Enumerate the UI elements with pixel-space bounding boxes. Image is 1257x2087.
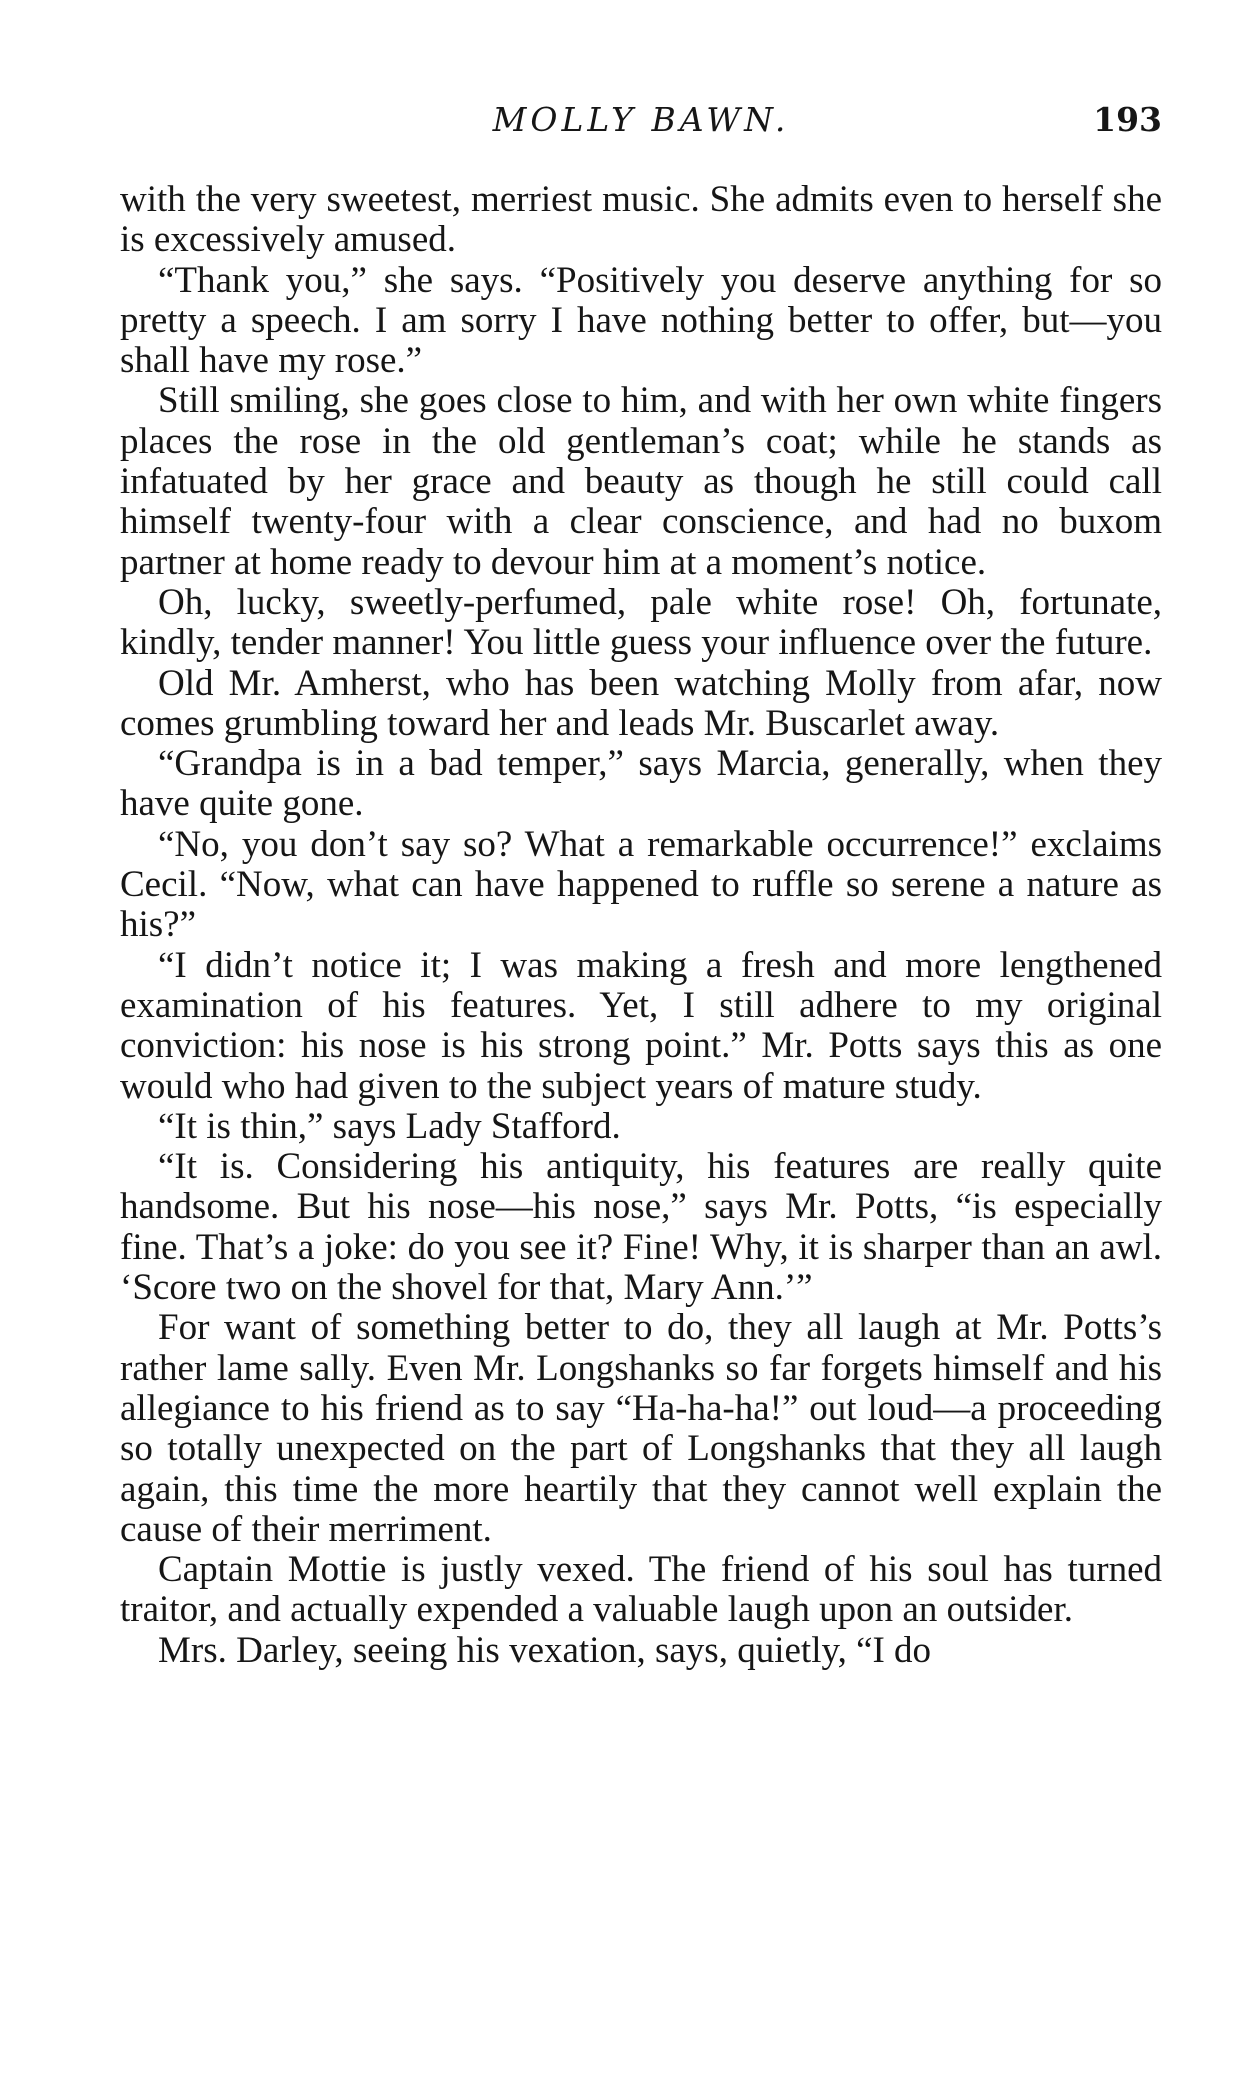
paragraph: Oh, lucky, sweetly-perfumed, pale white rose! Oh, fortunate, kindly, tender manner! You little guess your influence over the future. — [120, 581, 1162, 664]
body-text — [120, 180, 1162, 1671]
paragraph: with the very sweetest, merriest music. She admits even to herself she is excessively amused. — [120, 179, 1162, 261]
paragraph: Still smiling, she goes close to him, and with her own white fingers places the rose in the old gentleman’s coat; while he stands as infatuated by her grace and beauty as though he still could call himself twenty-four with a clear conscience, and had no buxom partner at home ready to devour him at a moment’s notice. — [120, 380, 1162, 583]
running-title: MOLLY BAWN. — [492, 100, 790, 139]
page-number: 193 — [1093, 100, 1162, 139]
paragraph: “I didn’t notice it; I was making a fresh and more lengthened examination of his features. Yet, I still adhere to my original conviction: his nose is his strong point.” Mr. Potts says this as one would who had given to the subject years of mature study. — [120, 944, 1162, 1107]
paragraph: Captain Mottie is justly vexed. The friend of his soul has turned traitor, and actually expended a valuable laugh upon an outsider. — [120, 1549, 1162, 1631]
paragraph: “Thank you,” she says. “Positively you deserve anything for so pretty a speech. I am sorry I have nothing better to offer, but—you shall have my rose.” — [120, 259, 1162, 382]
paragraph: “Grandpa is in a bad temper,” says Marcia, generally, when they have quite gone. — [120, 743, 1162, 825]
paragraph: “No, you don’t say so? What a remarkable occurrence!” exclaims Cecil. “Now, what can have happened to ruffle so serene a nature as his?” — [120, 823, 1162, 946]
paragraph: Mrs. Darley, seeing his vexation, says, quietly, “I do — [158, 1629, 932, 1671]
paragraph: Old Mr. Amherst, who has been watching Molly from afar, now comes grumbling toward her and leads Mr. Buscarlet away. — [120, 662, 1162, 744]
paragraph: For want of something better to do, they all laugh at Mr. Potts’s rather lame sally. Even Mr. Longshanks so far forgets himself and his allegiance to his friend as to say “Ha-ha-ha!” out loud—a proceeding so totally unexpected on the part of Longshanks that they all laugh again, this time the more heartily that they cannot well explain the cause of their merriment. — [120, 1307, 1162, 1550]
page-header — [120, 98, 1162, 150]
paragraph: “It is. Considering his antiquity, his features are really quite handsome. But his nose—his nose,” says Mr. Potts, “is especially fine. That’s a joke: do you see it? Fine! Why, it is sharper than an awl. ‘Score two on the shovel for that, Mary Ann.’” — [120, 1146, 1162, 1309]
paragraph: “It is thin,” says Lady Stafford. — [158, 1105, 621, 1147]
